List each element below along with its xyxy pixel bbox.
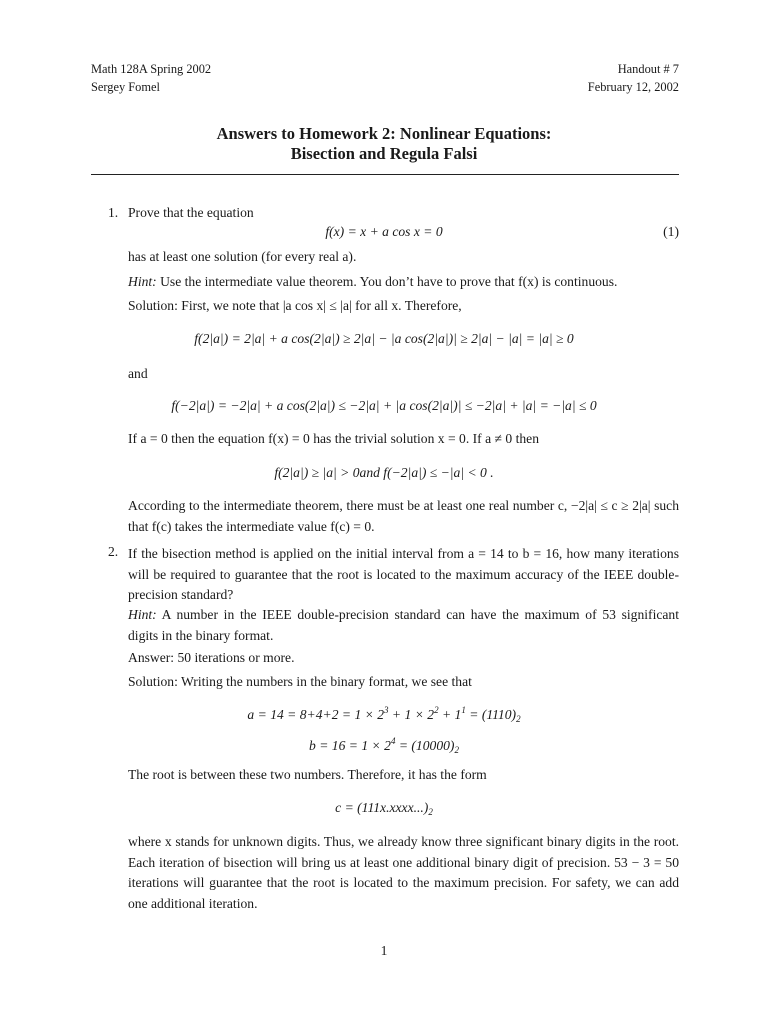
title-divider — [91, 174, 679, 175]
problem-2-answer: Answer: 50 iterations or more. — [128, 650, 295, 665]
handout-date: February 12, 2002 — [587, 80, 679, 94]
equation-4: f(2|a|) ≥ |a| > 0and f(−2|a|) ≤ −|a| < 0 . — [274, 465, 494, 480]
problem-2-statement: If the bisection method is applied on the initial interval from a = 14 to b = 16, how many iterations will be required to guarantee that the root is located to the maximum accuracy of the IEEE double-precision standard? — [128, 546, 679, 602]
equation-a: $a = 14 = 8+4+2 = 1 \times 2^3 + 1 \times 2^2 + 1^1 = (1110)_2$ — [247, 705, 521, 724]
course-name: Math 128A Spring 2002 — [91, 62, 212, 76]
equation-2: f(2|a|) = 2|a| + a cos(2|a|) ≥ 2|a| − |a cos(2|a|)| ≥ 2|a| − |a| = |a| ≥ 0 — [194, 331, 574, 346]
page-number: 1 — [380, 943, 388, 958]
problem-1-solution-intro: Solution: First, we note that |a cos x| ≤ |a| for all x. Therefore, — [128, 298, 462, 313]
title-line-2: Bisection and Regula Falsi — [290, 144, 478, 163]
hint-text-2: A number in the IEEE double-precision standard can have the maximum of 53 significant digits in the binary format. — [128, 607, 679, 643]
equation-b: $b = 16 = 1 \times 2^4 = (10000)_2$ — [309, 736, 459, 755]
problem-1-conclusion: According to the intermediate theorem, there must be at least one real number c, −2|a| ≤ c ≥ 2|a| such that f(c) takes the intermediate value f(c) = 0. — [128, 498, 679, 534]
problem-2-solution-intro: Solution: Writing the numbers in the binary format, we see that — [128, 674, 472, 689]
root-form-text: The root is between these two numbers. Therefore, it has the form — [128, 767, 487, 782]
case-text: If a = 0 then the equation f(x) = 0 has the trivial solution x = 0. If a ≠ 0 then — [128, 431, 539, 446]
hint-text: Use the intermediate value theorem. You don’t have to prove that f(x) is continuous. — [160, 274, 618, 289]
equation-1: f(x) = x + a cos x = 0 — [325, 224, 443, 239]
equation-c: $c = (111x.xxxx...)_2$ — [335, 800, 433, 817]
problem-1-number: 1. — [108, 205, 119, 220]
problem-1-statement: Prove that the equation — [128, 205, 254, 220]
problem-1-statement-end: has at least one solution (for every real a). — [128, 249, 357, 264]
hint-label: Hint: — [128, 274, 157, 289]
and-connector: and — [128, 366, 148, 381]
problem-1-hint — [128, 274, 617, 290]
hint-label-2: Hint: — [128, 607, 157, 622]
title-line-1: Answers to Homework 2: Nonlinear Equations: — [216, 124, 552, 143]
problem-2-hint — [128, 605, 679, 646]
problem-2-final: where x stands for unknown digits. Thus, we already know three significant binary digits in the root. Each iteration of bisection will bring us at least one additional binary digit of precision. 53 − 3 = 50 iterations will guarantee that the root is located to the maximum precision. For safety, we can add one additional iteration. — [128, 834, 679, 911]
equation-3: f(−2|a|) = −2|a| + a cos(2|a|) ≤ −2|a| + |a cos(2|a|)| ≤ −2|a| + |a| = −|a| ≤ 0 — [171, 398, 597, 413]
problem-2-number: 2. — [108, 544, 119, 559]
handout-number: Handout # 7 — [617, 62, 679, 76]
author-name: Sergey Fomel — [91, 80, 160, 94]
equation-1-label: (1) — [663, 224, 679, 239]
